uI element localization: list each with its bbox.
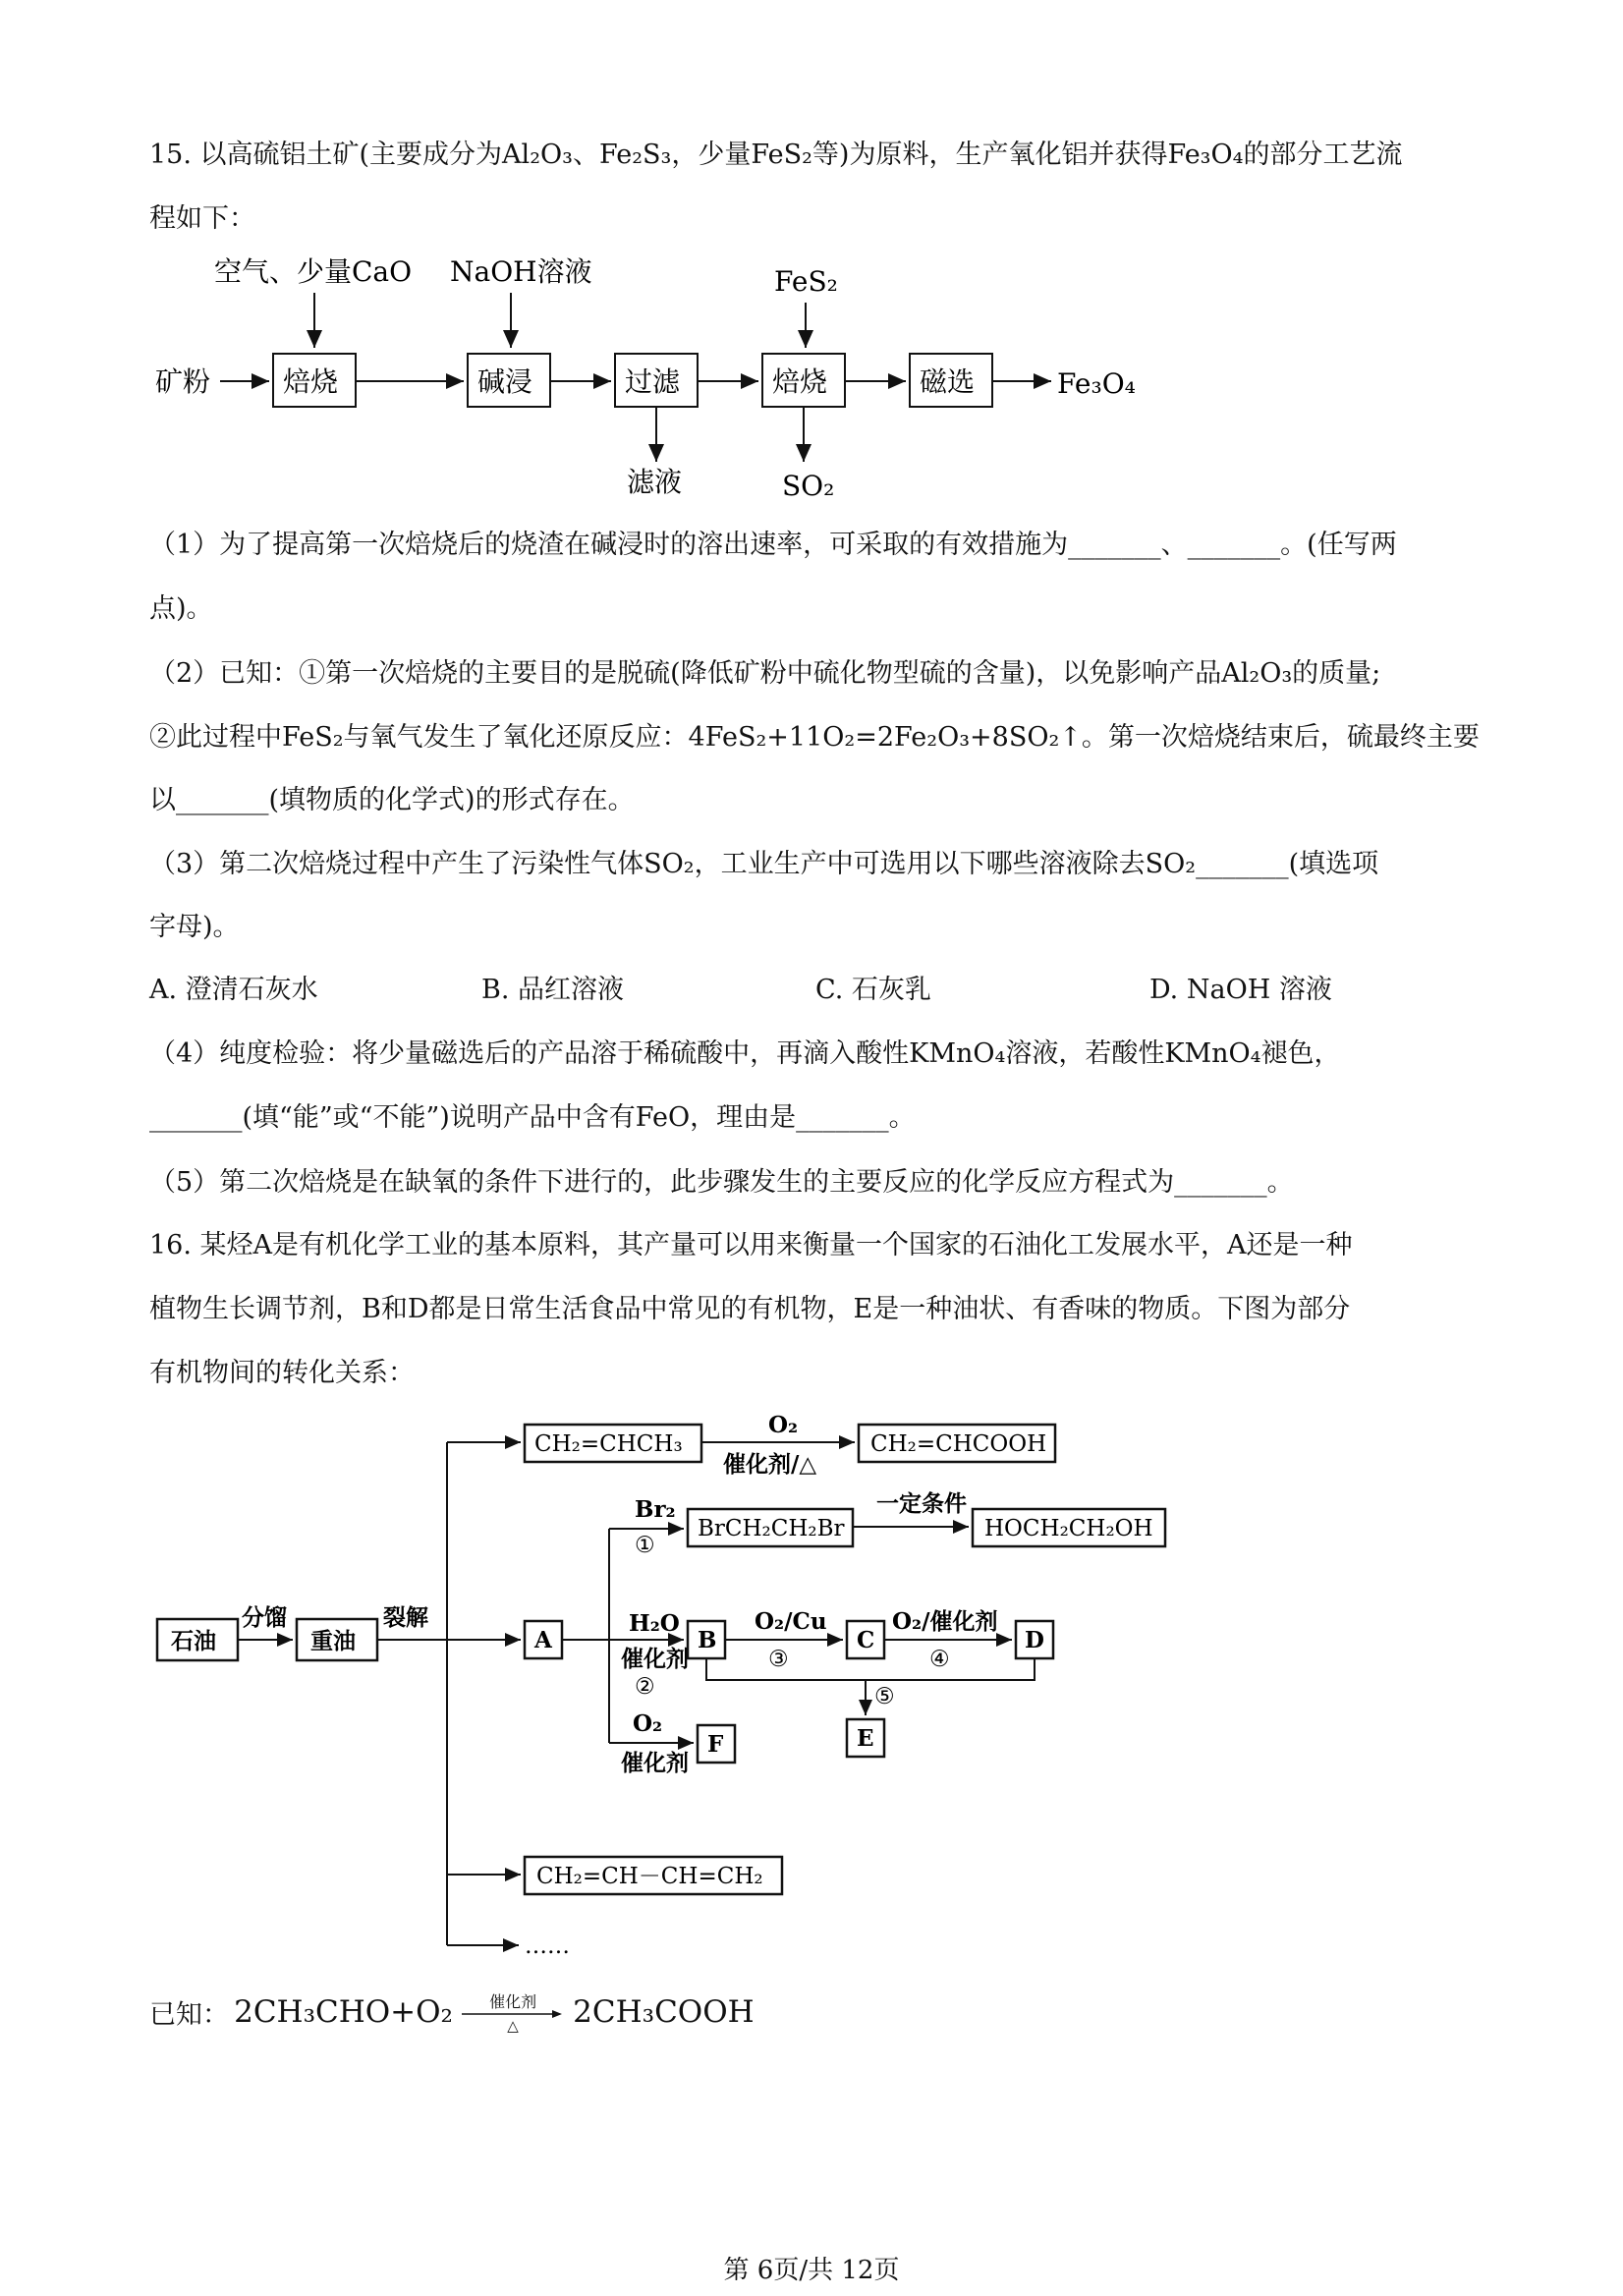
svg-text:石油: 石油 <box>171 1628 216 1654</box>
flow-product-fe3o4: Fe₃O₄ <box>1057 367 1136 400</box>
known-reaction <box>149 1989 755 2039</box>
known-reactants: 2CH₃CHO+O₂ <box>234 1994 453 2030</box>
label-h2o: H₂O <box>629 1610 680 1637</box>
option-a: A. 澄清石灰水 <box>149 975 318 1005</box>
q15-stem-line1: 15. 以高硫铝土矿(主要成分为Al₂O₃、Fe₂S₃，少量FeS₂等)为原料，生产氧化铝并获得Fe₃O₄的部分工艺流 <box>149 140 1403 170</box>
label-cracking: 裂解 <box>383 1604 428 1631</box>
svg-text:磁选: 磁选 <box>920 365 976 398</box>
arrow-condition-top: 催化剂 <box>489 1992 537 2011</box>
option-b: B. 品红溶液 <box>481 975 625 1005</box>
label-cat-heat: 催化剂/△ <box>723 1451 817 1478</box>
svg-text:E: E <box>857 1725 874 1752</box>
page-footer: 第 6页/共 12页 <box>723 2256 900 2285</box>
q15-part1-line2: 点)。 <box>149 593 213 624</box>
label-step2: ② <box>635 1674 655 1700</box>
svg-text:焙烧: 焙烧 <box>283 365 339 398</box>
svg-text:D: D <box>1025 1627 1044 1653</box>
flow-input-fes2: FeS₂ <box>774 265 838 298</box>
svg-text:HOCH₂CH₂OH: HOCH₂CH₂OH <box>984 1516 1153 1541</box>
label-o2-cat: O₂/催化剂 <box>892 1608 998 1635</box>
q15-flow-diagram <box>138 255 1159 511</box>
known-products: 2CH₃COOH <box>573 1994 755 2030</box>
label-step4: ④ <box>929 1647 950 1672</box>
q15-part3-line2: 字母)。 <box>149 912 240 942</box>
option-c: C. 石灰乳 <box>815 975 931 1005</box>
svg-text:CH₂=CH－CH=CH₂: CH₂=CH－CH=CH₂ <box>536 1864 763 1889</box>
label-fractionation: 分馏 <box>242 1604 287 1631</box>
label-cat-b: 催化剂 <box>621 1646 689 1672</box>
svg-text:CH₂=CHCH₃: CH₂=CHCH₃ <box>534 1431 683 1457</box>
svg-text:BrCH₂CH₂Br: BrCH₂CH₂Br <box>698 1516 845 1541</box>
condition-arrow <box>462 1989 564 2035</box>
flow-out-so2: SO₂ <box>782 470 835 502</box>
option-d: D. NaOH 溶液 <box>1149 975 1332 1005</box>
svg-text:F: F <box>707 1731 724 1758</box>
svg-text:碱浸: 碱浸 <box>477 365 533 398</box>
label-step3: ③ <box>768 1647 789 1672</box>
q15-part2-line1: （2）已知：①第一次焙烧的主要目的是脱硫(降低矿粉中硫化物型硫的含量)，以免影响产品Al₂O₃的质量; <box>149 658 1381 689</box>
label-o2-f: O₂ <box>633 1710 663 1737</box>
q15-stem-line2: 程如下： <box>149 203 255 234</box>
svg-text:C: C <box>857 1627 875 1653</box>
svg-text:A: A <box>534 1627 552 1653</box>
svg-text:过滤: 过滤 <box>625 365 681 398</box>
q16-stem-line3: 有机物间的转化关系： <box>149 1358 415 1388</box>
flow-start-ore-powder: 矿粉 <box>155 365 211 398</box>
label-o2-cu: O₂/Cu <box>755 1608 827 1635</box>
svg-text:CH₂=CHCOOH: CH₂=CHCOOH <box>870 1431 1047 1457</box>
label-o2-top: O₂ <box>768 1415 799 1438</box>
flow-input-naoh: NaOH溶液 <box>450 255 592 288</box>
q15-part2-line2: ②此过程中FeS₂与氧气发生了氧化还原反应：4FeS₂+11O₂=2Fe₂O₃+8SO₂↑。第一次焙烧结束后，硫最终主要 <box>149 722 1480 753</box>
q15-part1-line1: （1）为了提高第一次焙烧后的烧渣在碱浸时的溶出速率，可采取的有效措施为_______、_______。(任写两 <box>149 530 1397 560</box>
flow-input-air-cao: 空气、少量CaO <box>214 255 413 288</box>
q15-part5-line1: （5）第二次焙烧是在缺氧的条件下进行的，此步骤发生的主要反应的化学反应方程式为_______。 <box>149 1167 1294 1198</box>
label-certain-condition: 一定条件 <box>876 1490 967 1517</box>
svg-text:B: B <box>698 1627 717 1653</box>
label-cat-f: 催化剂 <box>621 1750 689 1776</box>
q15-part4-line2: _______(填“能”或“不能”)说明产品中含有FeO，理由是_______。 <box>149 1102 916 1133</box>
flow-out-filtrate: 滤液 <box>627 466 683 498</box>
svg-text:焙烧: 焙烧 <box>772 365 828 398</box>
known-label: 已知： <box>149 1999 229 2031</box>
q15-part2-line3: 以_______(填物质的化学式)的形式存在。 <box>149 785 635 815</box>
svg-text:重油: 重油 <box>310 1628 356 1654</box>
label-br2: Br₂ <box>635 1496 676 1523</box>
q16-conversion-diagram <box>147 1415 1208 1965</box>
label-ellipsis: …… <box>525 1933 570 1959</box>
q15-part4-line1: （4）纯度检验：将少量磁选后的产品溶于稀硫酸中，再滴入酸性KMnO₄溶液，若酸性KMnO₄褪色， <box>149 1038 1341 1069</box>
q16-stem-line1: 16. 某烃A是有机化学工业的基本原料，其产量可以用来衡量一个国家的石油化工发展水平，A还是一种 <box>149 1230 1353 1260</box>
q15-part3-line1: （3）第二次焙烧过程中产生了污染性气体SO₂，工业生产中可选用以下哪些溶液除去SO₂_______(填选项 <box>149 849 1379 879</box>
label-step1: ① <box>635 1533 655 1558</box>
q16-stem-line2: 植物生长调节剂，B和D都是日常生活食品中常见的有机物，E是一种油状、有香味的物质。下图为部分 <box>149 1294 1351 1324</box>
arrow-condition-bottom: △ <box>507 2017 519 2035</box>
label-step5: ⑤ <box>874 1684 895 1709</box>
